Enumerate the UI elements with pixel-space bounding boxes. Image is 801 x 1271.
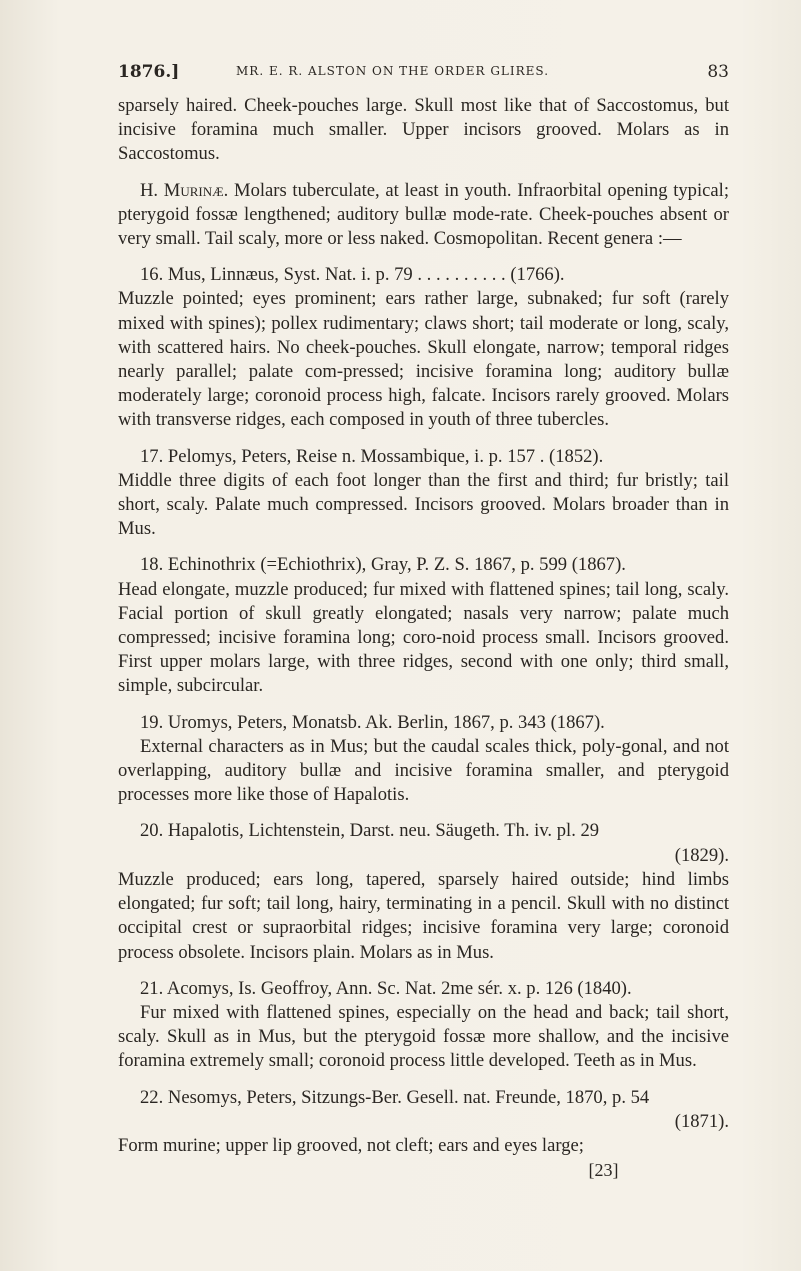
subfamily-label: H. Murinæ. [140, 179, 229, 201]
body-text [118, 94, 729, 1182]
genus-19-heading: 19. Uromys, Peters, Monatsb. Ak. Berlin, 1867, p. 343 (1867). [140, 711, 605, 733]
genus-19-description: External characters as in Mus; but the caudal scales thick, poly-gonal, and not overlapping, auditory bullæ and incisive foramina smaller, and pterygoid processes more like those of Hapalotis. [118, 735, 729, 806]
signature-mark: [23] [588, 1160, 619, 1181]
genus-16-description: Muzzle pointed; eyes prominent; ears rather large, subnaked; fur soft (rarely mixed with spines); pollex rudimentary; claws short; tail moderate or long, scaly, with scattered hairs. No cheek-pouches. Skull elongate, narrow; temporal ridges nearly parallel; palate com-pressed; incisive foramina long; auditory bullæ moderately large; coronoid process high, falcate. Incisors rarely grooved. Molars with transverse ridges, each composed in youth of three tubercles. [118, 288, 729, 431]
subfamily-description: Molars tuberculate, at least in youth. Infraorbital opening typical; pterygoid fossæ lengthened; auditory bullæ mode-rate. Cheek-pouches absent or very small. Tail scaly, more or less naked. Cosmopolitan. Recent genera :— [118, 179, 729, 250]
genus-21-description: Fur mixed with flattened spines, especially on the head and back; tail short, scaly. Skull as in Mus, but the pterygoid fossæ more shallow, and the incisive foramina extremely small; coronoid process little developed. Teeth as in Mus. [118, 1001, 729, 1072]
genus-20-heading: 20. Hapalotis, Lichtenstein, Darst. neu. Säugeth. Th. iv. pl. 29 [140, 820, 600, 842]
genus-22-date: (1871). [674, 1110, 729, 1132]
page-number: 83 [707, 62, 729, 82]
genus-22-heading: 22. Nesomys, Peters, Sitzungs-Ber. Gesell. nat. Freunde, 1870, p. 54 [140, 1086, 650, 1108]
page-header [118, 62, 729, 92]
genus-18-description: Head elongate, muzzle produced; fur mixed with flattened spines; tail long, scaly. Facial portion of skull greatly elongated; nasals very narrow; palate much compressed; incisive foramina long; coro-noid process small. Incisors grooved. First upper molars large, with three ridges, second with one only; third small, simple, subcircular. [118, 578, 729, 697]
genus-17-description: Middle three digits of each foot longer than the first and third; fur bristly; tail short, scaly. Palate much compressed. Incisors grooved. Molars broader than in Mus. [118, 469, 729, 540]
genus-20-description: Muzzle produced; ears long, tapered, sparsely haired outside; hind limbs elongated; fur soft; tail long, hairy, terminating in a pencil. Skull with no distinct occipital crest or supraorbital ridges; incisive foramina very large; coronoid process obsolete. Incisors plain. Molars as in Mus. [118, 868, 729, 963]
genus-17-heading: 17. Pelomys, Peters, Reise n. Mossambique, i. p. 157 . (1852). [140, 445, 604, 467]
genus-21-heading: 21. Acomys, Is. Geoffroy, Ann. Sc. Nat. 2me sér. x. p. 126 (1840). [140, 977, 632, 999]
genus-22-description: Form murine; upper lip grooved, not cleft; ears and eyes large; [118, 1134, 584, 1156]
running-title: MR. E. R. ALSTON ON THE ORDER GLIRES. [236, 64, 550, 78]
paragraph-saccostomus-continuation: sparsely haired. Cheek-pouches large. Skull most like that of Saccostomus, but incisive foramina much smaller. Upper incisors grooved. Molars as in Saccostomus. [118, 95, 729, 165]
genus-20-date: (1829). [674, 844, 729, 866]
genus-16-heading: 16. Mus, Linnæus, Syst. Nat. i. p. 79 . . . . . . . . . . (1766). [140, 264, 565, 286]
subfamily-murinae [118, 179, 729, 252]
header-year: 1876.] [118, 62, 180, 82]
genus-18-heading: 18. Echinothrix (=Echiothrix), Gray, P. Z. S. 1867, p. 599 (1867). [140, 554, 626, 576]
